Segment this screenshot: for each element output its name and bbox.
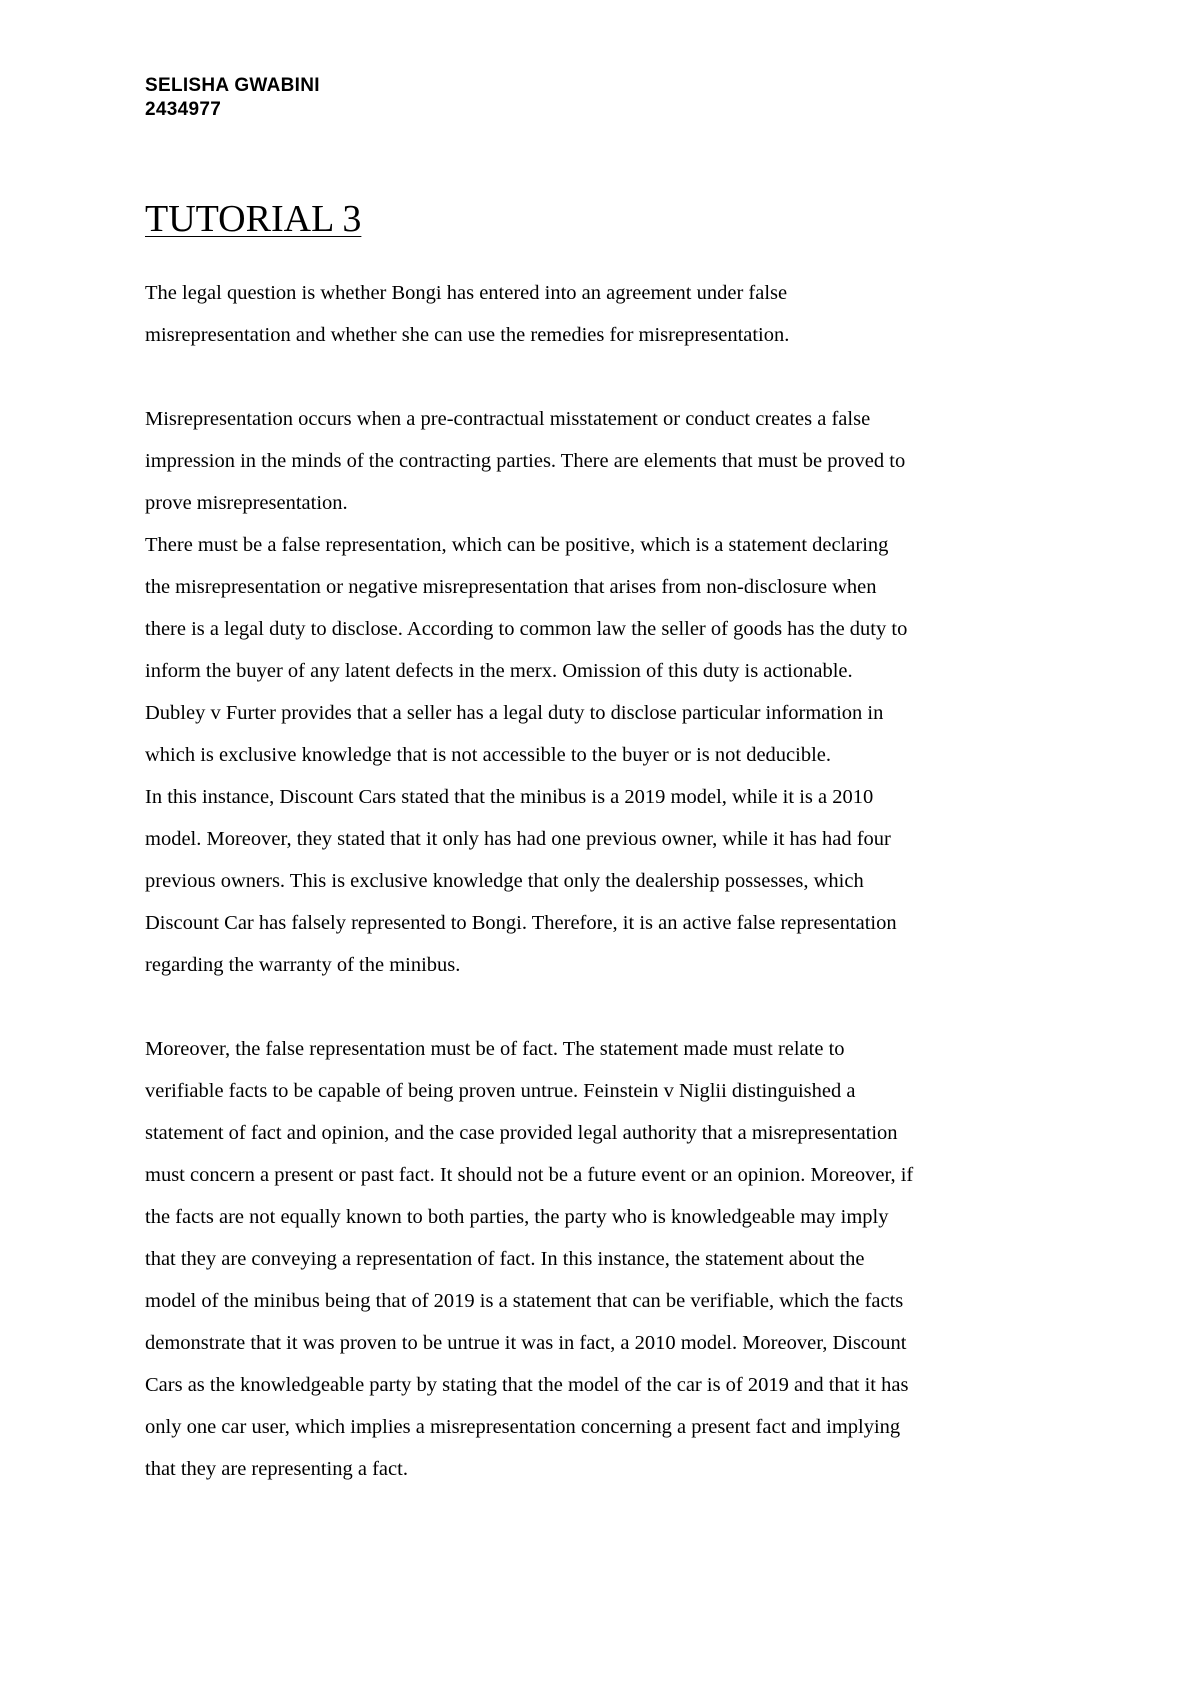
paragraph-spacer (145, 986, 1075, 1028)
body-line: regarding the warranty of the minibus. (145, 954, 461, 976)
document-body (145, 272, 1075, 1490)
student-number: 2434977 (145, 99, 222, 120)
body-line: demonstrate that it was proven to be untrue it was in fact, a 2010 model. Moreover, Discount (145, 1332, 907, 1354)
body-line: Misrepresentation occurs when a pre-contractual misstatement or conduct creates a false (145, 408, 871, 430)
body-line: statement of fact and opinion, and the case provided legal authority that a misrepresentation (145, 1122, 898, 1144)
body-line: prove misrepresentation. (145, 492, 348, 514)
body-line: previous owners. This is exclusive knowledge that only the dealership possesses, which (145, 870, 864, 892)
body-line: verifiable facts to be capable of being proven untrue. Feinstein v Niglii distinguished a (145, 1080, 856, 1102)
body-line: impression in the minds of the contracting parties. There are elements that must be proved to (145, 450, 906, 472)
body-line: model of the minibus being that of 2019 is a statement that can be verifiable, which the facts (145, 1290, 904, 1312)
body-line: must concern a present or past fact. It should not be a future event or an opinion. Moreover, if (145, 1164, 914, 1186)
body-line: the misrepresentation or negative misrepresentation that arises from non-disclosure when (145, 576, 877, 598)
body-line: Discount Car has falsely represented to Bongi. Therefore, it is an active false representation (145, 912, 897, 934)
author-header (145, 74, 320, 122)
body-line: model. Moreover, they stated that it only has had one previous owner, while it has had four (145, 828, 891, 850)
body-line: there is a legal duty to disclose. According to common law the seller of goods has the duty to (145, 618, 908, 640)
body-line: inform the buyer of any latent defects in the merx. Omission of this duty is actionable. (145, 660, 853, 682)
document-title: TUTORIAL 3 (145, 198, 362, 240)
body-line: that they are representing a fact. (145, 1458, 408, 1480)
body-line: the facts are not equally known to both parties, the party who is knowledgeable may imply (145, 1206, 889, 1228)
body-line: Moreover, the false representation must be of fact. The statement made must relate to (145, 1038, 845, 1060)
body-line: The legal question is whether Bongi has entered into an agreement under false (145, 282, 788, 304)
body-line: which is exclusive knowledge that is not accessible to the buyer or is not deducible. (145, 744, 832, 766)
body-line: only one car user, which implies a misrepresentation concerning a present fact and implying (145, 1416, 901, 1438)
paragraph-spacer (145, 356, 1075, 398)
body-line: There must be a false representation, which can be positive, which is a statement declaring (145, 534, 889, 556)
body-line: Dubley v Furter provides that a seller has a legal duty to disclose particular information in (145, 702, 884, 724)
body-line: misrepresentation and whether she can use the remedies for misrepresentation. (145, 324, 790, 346)
author-name: SELISHA GWABINI (145, 75, 320, 96)
body-line: Cars as the knowledgeable party by stating that the model of the car is of 2019 and that it has (145, 1374, 909, 1396)
body-line: In this instance, Discount Cars stated that the minibus is a 2019 model, while it is a 2010 (145, 786, 874, 808)
body-line: that they are conveying a representation of fact. In this instance, the statement about the (145, 1248, 865, 1270)
